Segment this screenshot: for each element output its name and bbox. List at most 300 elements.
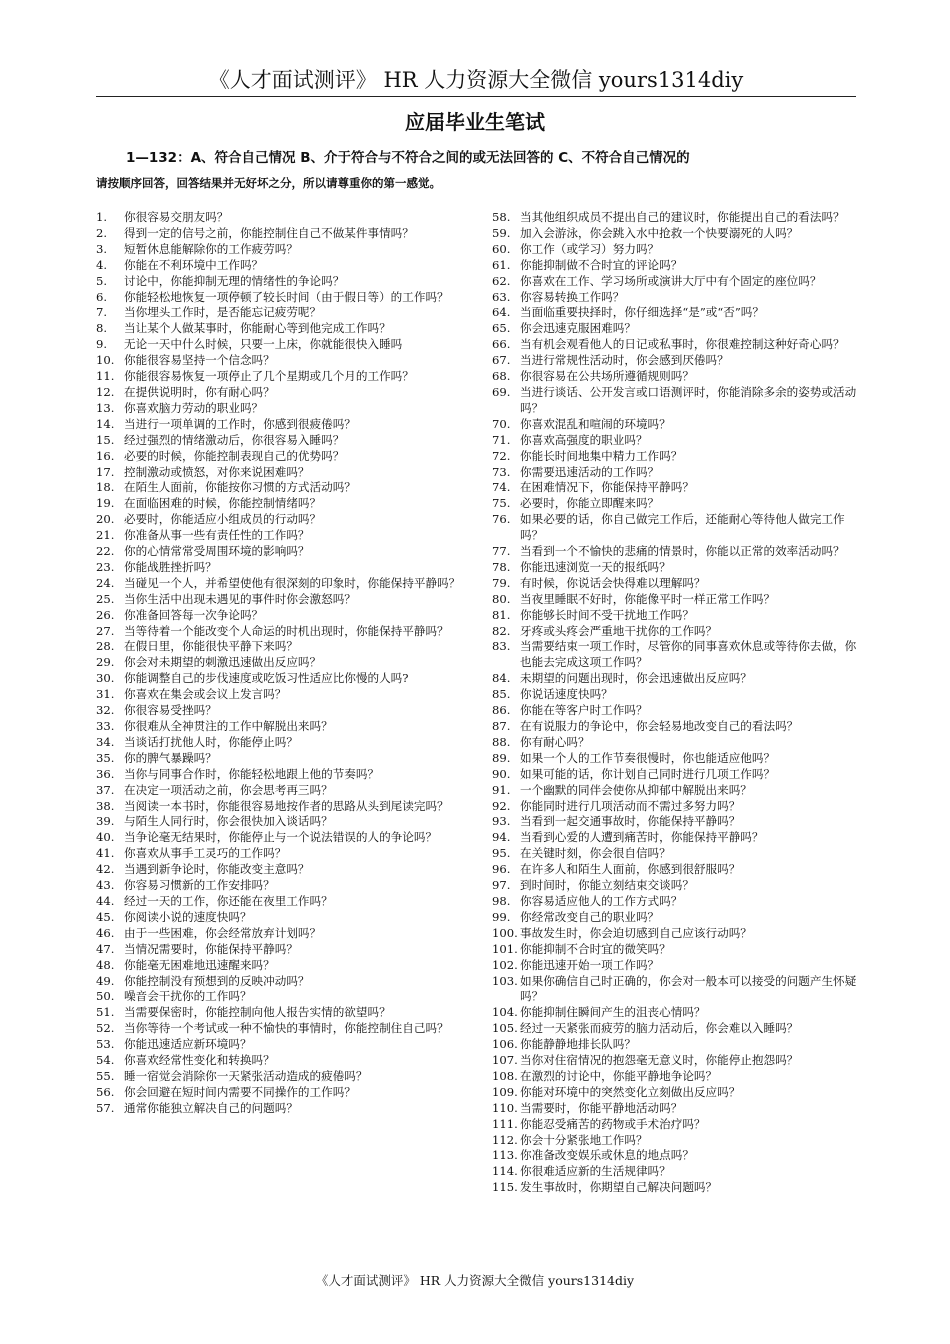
- question-item: [492, 783, 862, 799]
- question-number: 82.: [492, 623, 511, 638]
- question-text: 你喜欢从事手工灵巧的工作吗？: [124, 846, 287, 861]
- question-text: 未期望的问题出现时，你会迅速做出反应吗？: [520, 671, 752, 686]
- question-item: [492, 226, 862, 242]
- question-item: [96, 337, 462, 353]
- question-number: 59.: [492, 225, 511, 240]
- question-text: 发生事故时，你期望自己解决问题吗？: [520, 1180, 718, 1195]
- question-number: 20.: [96, 512, 115, 527]
- question-number: 83.: [492, 639, 511, 654]
- question-item: [492, 926, 862, 942]
- question-number: 46.: [96, 925, 115, 940]
- question-item: [96, 783, 462, 799]
- question-item: [492, 703, 862, 719]
- question-number: 62.: [492, 273, 511, 288]
- question-text: 你能毫无困难地迅速醒来吗？: [124, 957, 275, 972]
- question-item: [96, 560, 462, 576]
- question-number: 47.: [96, 941, 115, 956]
- question-number: 40.: [96, 830, 115, 845]
- question-number: 8.: [96, 321, 108, 336]
- question-text: 当进行一项单调的工作时，你感到很疲倦吗？: [124, 416, 356, 431]
- question-item: [96, 544, 462, 560]
- question-text: 如果一个人的工作节奏很慢时，你也能适应他吗？: [520, 750, 776, 765]
- question-item: [492, 369, 862, 385]
- question-item: [96, 592, 462, 608]
- page-footer: 《人才面试测评》 HR 人力资源大全微信 yours1314diy: [315, 1273, 635, 1288]
- question-item: [492, 353, 862, 369]
- question-text: 当情况需要时，你能保持平静吗？: [124, 941, 298, 956]
- question-text: 你能战胜挫折吗？: [124, 559, 217, 574]
- question-item: [492, 1117, 862, 1133]
- question-text: 到时间时，你能立刻结束交谈吗？: [520, 878, 694, 893]
- question-number: 50.: [96, 989, 115, 1004]
- question-number: 102.: [492, 957, 518, 972]
- question-number: 107.: [492, 1053, 518, 1068]
- question-text: 当看到一起交通事故时，你能保持平静吗？: [520, 814, 741, 829]
- question-text: 你能对环境中的突然变化立刻做出反应吗？: [520, 1084, 741, 1099]
- question-number: 68.: [492, 369, 511, 384]
- question-text: 你经常改变自己的职业吗？: [520, 909, 660, 924]
- question-number: 16.: [96, 448, 115, 463]
- question-text: 你准备回答每一次争论吗？: [124, 607, 264, 622]
- question-number: 6.: [96, 289, 108, 304]
- question-text: 你很容易在公共场所遵循规则吗？: [520, 369, 694, 384]
- question-item: [96, 290, 462, 306]
- question-text: 当谈话打扰他人时，你能停止吗？: [124, 734, 298, 749]
- question-text: 在假日里，你能很快平静下来吗？: [124, 639, 298, 654]
- question-item: [96, 862, 462, 878]
- question-text: 你能控制没有预想到的反映冲动吗？: [124, 973, 310, 988]
- question-number: 52.: [96, 1021, 115, 1036]
- question-item: [96, 1037, 462, 1053]
- question-item: [492, 671, 862, 687]
- question-item: [96, 210, 462, 226]
- question-text: 你会回避在短时间内需要不同操作的工作吗？: [124, 1084, 356, 1099]
- question-item: [96, 767, 462, 783]
- question-number: 106.: [492, 1037, 518, 1052]
- answer-guidance-instruction: 请按顺序回答，回答结果并无好坏之分，所以请尊重你的第一感觉。: [96, 176, 441, 190]
- question-number: 4.: [96, 257, 108, 272]
- question-item: [492, 751, 862, 767]
- question-text: 你能抑制住瞬间产生的沮丧心情吗？: [520, 1005, 706, 1020]
- question-item: [96, 353, 462, 369]
- question-item: [96, 1005, 462, 1021]
- question-number: 109.: [492, 1084, 518, 1099]
- question-number: 45.: [96, 909, 115, 924]
- question-number: 97.: [492, 878, 511, 893]
- question-text: 通常你能独立解决自己的问题吗？: [124, 1100, 298, 1115]
- question-number: 75.: [492, 496, 511, 511]
- question-item: [96, 878, 462, 894]
- question-item: [96, 369, 462, 385]
- question-text: 当看到心爱的人遭到痛苦时，你能保持平静吗？: [520, 830, 764, 845]
- question-item: [96, 576, 462, 592]
- question-text: 你需要迅速活动的工作吗？: [520, 464, 660, 479]
- question-number: 63.: [492, 289, 511, 304]
- question-item: [96, 846, 462, 862]
- question-text: 牙疼或头疼会严重地干扰你的工作吗？: [520, 623, 718, 638]
- question-number: 72.: [492, 448, 511, 463]
- question-number: 56.: [96, 1084, 115, 1099]
- question-number: 5.: [96, 273, 108, 288]
- question-text: 有时候，你说话会快得难以理解吗？: [520, 575, 706, 590]
- question-item: [492, 512, 862, 544]
- question-item: [96, 624, 462, 640]
- question-item: [492, 862, 862, 878]
- question-item: [492, 830, 862, 846]
- question-number: 112.: [492, 1132, 518, 1147]
- question-text: 必要时，你能立即醒来吗？: [520, 496, 660, 511]
- question-item: [492, 433, 862, 449]
- question-item: [96, 735, 462, 751]
- question-text: 当有机会观看他人的日记或私事时，你很难控制这种好奇心吗？: [520, 337, 845, 352]
- question-number: 9.: [96, 337, 108, 352]
- question-item: [96, 671, 462, 687]
- question-text: 你能很容易恢复一项停止了几个星期或几个月的工作吗？: [124, 369, 414, 384]
- question-number: 36.: [96, 766, 115, 781]
- question-text: 在陌生人面前，你能按你习惯的方式活动吗？: [124, 480, 356, 495]
- question-item: [96, 958, 462, 974]
- question-number: 69.: [492, 384, 511, 399]
- question-number: 86.: [492, 703, 511, 718]
- question-text: 你能很容易坚持一个信念吗？: [124, 353, 275, 368]
- question-number: 113.: [492, 1148, 518, 1163]
- question-text: 你能忍受痛苦的药物或手术治疗吗？: [520, 1116, 706, 1131]
- question-item: [492, 974, 862, 1006]
- question-number: 88.: [492, 734, 511, 749]
- question-text: 当你生活中出现未遇见的事件时你会激怒吗？: [124, 591, 356, 606]
- question-text: 无论一天中什么时候，只要一上床，你就能很快入睡吗: [124, 337, 403, 352]
- question-text: 当等待着一个能改变个人命运的时机出现时，你能保持平静吗？: [124, 623, 449, 638]
- question-item: [492, 608, 862, 624]
- question-number: 41.: [96, 846, 115, 861]
- question-number: 111.: [492, 1116, 518, 1131]
- question-item: [492, 942, 862, 958]
- question-item: [492, 1069, 862, 1085]
- question-text: 你能调整自己的步伐速度或吃饭习性适应比你慢的人吗?: [124, 671, 409, 686]
- question-item: [492, 894, 862, 910]
- question-item: [96, 1069, 462, 1085]
- question-item: [96, 401, 462, 417]
- question-number: 34.: [96, 734, 115, 749]
- question-item: [96, 989, 462, 1005]
- question-item: [96, 385, 462, 401]
- question-number: 80.: [492, 591, 511, 606]
- question-item: [492, 544, 862, 560]
- question-text: 由于一些困难，你会经常放弃计划吗？: [124, 925, 322, 940]
- question-item: [492, 258, 862, 274]
- question-text: 当进行常规性活动时，你会感到厌倦吗？: [520, 353, 729, 368]
- question-text: 与陌生人同行时，你会很快加入谈话吗？: [124, 814, 333, 829]
- question-number: 81.: [492, 607, 511, 622]
- question-number: 79.: [492, 575, 511, 590]
- question-text: 你能迅速适应新环境吗？: [124, 1037, 252, 1052]
- question-item: [492, 496, 862, 512]
- question-number: 37.: [96, 782, 115, 797]
- question-text: 在决定一项活动之前，你会思考再三吗？: [124, 782, 333, 797]
- question-item: [492, 767, 862, 783]
- question-number: 114.: [492, 1164, 518, 1179]
- question-number: 76.: [492, 512, 511, 527]
- question-text: 一个幽默的同伴会使你从抑郁中解脱出来吗？: [520, 782, 752, 797]
- question-item: [96, 655, 462, 671]
- question-item: [492, 576, 862, 592]
- question-text: 当遇到新争论时，你能改变主意吗？: [124, 862, 310, 877]
- question-item: [492, 846, 862, 862]
- question-text: 你很容易受挫吗？: [124, 703, 217, 718]
- question-text: 当阅读一本书时，你能很容易地按作者的思路从头到尾读完吗？: [124, 798, 449, 813]
- question-number: 73.: [492, 464, 511, 479]
- question-item: [96, 417, 462, 433]
- question-text: 睡一宿觉会消除你一天紧张活动造成的疲倦吗？: [124, 1068, 368, 1083]
- question-item: [96, 512, 462, 528]
- question-number: 85.: [492, 687, 511, 702]
- question-number: 10.: [96, 353, 115, 368]
- question-number: 65.: [492, 321, 511, 336]
- question-item: [96, 894, 462, 910]
- question-item: [492, 385, 862, 417]
- question-number: 94.: [492, 830, 511, 845]
- question-number: 92.: [492, 798, 511, 813]
- question-text: 你能在等客户时工作吗？: [520, 703, 648, 718]
- question-text: 你会对未期望的刺激迅速做出反应吗？: [124, 655, 322, 670]
- question-text: 经过强烈的情绪激动后，你很容易入睡吗？: [124, 432, 345, 447]
- question-item: [492, 305, 862, 321]
- question-text: 在提供说明时，你有耐心吗？: [124, 384, 275, 399]
- question-number: 110.: [492, 1100, 518, 1115]
- question-text: 你有耐心吗？: [520, 734, 590, 749]
- question-number: 55.: [96, 1068, 115, 1083]
- question-number: 22.: [96, 544, 115, 559]
- question-number: 93.: [492, 814, 511, 829]
- question-text: 加入会游泳，你会跳入水中抢救一个快要溺死的人吗？: [520, 225, 799, 240]
- question-item: [96, 751, 462, 767]
- question-text: 你会迅速克服困难吗？: [520, 321, 636, 336]
- question-number: 99.: [492, 909, 511, 924]
- question-item: [96, 1101, 462, 1117]
- question-item: [96, 687, 462, 703]
- question-item: [96, 942, 462, 958]
- question-item: [96, 719, 462, 735]
- question-text: 你准备改变娱乐或休息的地点吗？: [520, 1148, 694, 1163]
- question-item: [492, 449, 862, 465]
- question-text: 如果必要的话，你自己做完工作后，还能耐心等待他人做完工作吗？: [520, 512, 845, 543]
- question-item: [96, 926, 462, 942]
- question-item: [492, 210, 862, 226]
- question-number: 44.: [96, 893, 115, 908]
- question-text: 噪音会干扰你的工作吗？: [124, 989, 252, 1004]
- question-text: 当需要保密时，你能控制向他人报告实情的欲望吗？: [124, 1005, 391, 1020]
- question-text: 你容易转换工作吗？: [520, 289, 625, 304]
- question-item: [96, 814, 462, 830]
- question-text: 当夜里睡眠不好时，你能像平时一样正常工作吗？: [520, 591, 776, 606]
- question-item: [492, 639, 862, 671]
- question-number: 90.: [492, 766, 511, 781]
- question-number: 31.: [96, 687, 115, 702]
- question-item: [492, 417, 862, 433]
- question-number: 18.: [96, 480, 115, 495]
- question-item: [96, 433, 462, 449]
- question-number: 49.: [96, 973, 115, 988]
- question-number: 11.: [96, 369, 115, 384]
- question-text: 你能静静地排长队吗？: [520, 1037, 636, 1052]
- question-text: 你能够长时间不受干扰地工作吗？: [520, 607, 694, 622]
- question-item: [96, 639, 462, 655]
- question-number: 70.: [492, 416, 511, 431]
- question-number: 87.: [492, 719, 511, 733]
- question-item: [96, 910, 462, 926]
- question-number: 42.: [96, 862, 115, 877]
- question-number: 2.: [96, 225, 108, 240]
- question-item: [492, 1053, 862, 1069]
- question-text: 在面临困难的时候，你能控制情绪吗？: [124, 496, 322, 511]
- question-item: [492, 321, 862, 337]
- question-text: 你的脾气暴躁吗？: [124, 750, 217, 765]
- question-text: 经过一天紧张而疲劳的脑力活动后，你会难以入睡吗？: [520, 1021, 799, 1036]
- question-number: 24.: [96, 575, 115, 590]
- question-number: 104.: [492, 1005, 518, 1020]
- question-text: 你能轻松地恢复一项停顿了较长时间（由于假日等）的工作吗？: [124, 289, 449, 304]
- question-text: 当需要时，你能平静地活动吗？: [520, 1100, 683, 1115]
- question-number: 32.: [96, 703, 115, 718]
- question-number: 12.: [96, 384, 115, 399]
- question-item: [492, 1021, 862, 1037]
- question-number: 14.: [96, 416, 115, 431]
- question-item: [96, 496, 462, 512]
- question-number: 58.: [492, 210, 511, 224]
- question-number: 25.: [96, 591, 115, 606]
- document-title: 应届毕业生笔试: [405, 110, 545, 134]
- question-number: 43.: [96, 878, 115, 893]
- question-item: [492, 687, 862, 703]
- question-number: 1.: [96, 210, 108, 224]
- question-text: 你准备从事一些有责任性的工作吗？: [124, 528, 310, 543]
- question-number: 103.: [492, 973, 518, 988]
- question-text: 你很难适应新的生活规律吗？: [520, 1164, 671, 1179]
- question-item: [96, 608, 462, 624]
- question-number: 78.: [492, 559, 511, 574]
- question-number: 13.: [96, 400, 115, 415]
- question-item: [96, 703, 462, 719]
- question-item: [492, 624, 862, 640]
- question-text: 你容易适应他人的工作方式吗？: [520, 893, 683, 908]
- question-item: [96, 1085, 462, 1101]
- question-number: 23.: [96, 559, 115, 574]
- question-text: 当进行谈话、公开发言或口语测评时，你能消除多余的姿势或活动吗？: [520, 384, 857, 415]
- question-text: 当面临重要抉择时，你仔细选择“是”或“否”吗？: [520, 305, 764, 320]
- question-number: 105.: [492, 1021, 518, 1036]
- question-text: 经过一天的工作，你还能在夜里工作吗？: [124, 893, 333, 908]
- question-number: 21.: [96, 528, 115, 543]
- question-item: [492, 1148, 862, 1164]
- question-item: [96, 1021, 462, 1037]
- question-text: 如果你确信自己时正确的，你会对一般本可以接受的问题产生怀疑吗？: [520, 973, 857, 1004]
- question-item: [492, 799, 862, 815]
- question-text: 你能同时进行几项活动而不需过多努力吗？: [520, 798, 741, 813]
- question-item: [492, 337, 862, 353]
- question-item: [492, 1005, 862, 1021]
- question-text: 你很难从全神贯注的工作中解脱出来吗？: [124, 719, 333, 733]
- question-number: 77.: [492, 544, 511, 559]
- question-text: 你容易习惯新的工作安排吗？: [124, 878, 275, 893]
- question-text: 你喜欢在工作、学习场所或演讲大厅中有个固定的座位吗？: [520, 273, 822, 288]
- question-item: [492, 1037, 862, 1053]
- question-number: 61.: [492, 257, 511, 272]
- question-text: 你喜欢脑力劳动的职业吗？: [124, 400, 264, 415]
- question-number: 84.: [492, 671, 511, 686]
- question-text: 你喜欢混乱和喧闹的环境吗？: [520, 416, 671, 431]
- question-text: 你能迅速浏览一天的报纸吗？: [520, 559, 671, 574]
- question-number: 38.: [96, 798, 115, 813]
- question-item: [96, 974, 462, 990]
- question-number: 33.: [96, 719, 115, 733]
- question-text: 必要的时候，你能控制表现自己的优势吗？: [124, 448, 345, 463]
- question-text: 得到一定的信号之前，你能控制住自己不做某件事情吗？: [124, 225, 414, 240]
- question-number: 115.: [492, 1180, 518, 1195]
- question-text: 你能迅速开始一项工作吗？: [520, 957, 660, 972]
- question-number: 35.: [96, 750, 115, 765]
- question-text: 在有说服力的争论中，你会轻易地改变自己的看法吗？: [520, 719, 799, 733]
- question-item: [96, 830, 462, 846]
- question-text: 在许多人和陌生人面前，你感到很舒服吗？: [520, 862, 741, 877]
- question-text: 你能长时间地集中精力工作吗？: [520, 448, 683, 463]
- question-number: 57.: [96, 1100, 115, 1115]
- question-list-right: [492, 210, 862, 1196]
- question-number: 54.: [96, 1053, 115, 1068]
- question-item: [492, 1133, 862, 1149]
- question-number: 39.: [96, 814, 115, 829]
- question-number: 26.: [96, 607, 115, 622]
- question-number: 15.: [96, 432, 115, 447]
- question-number: 29.: [96, 655, 115, 670]
- question-text: 当需要结束一项工作时，尽管你的同事喜欢休息或等待你去做，你也能去完成这项工作吗？: [520, 639, 857, 670]
- question-number: 71.: [492, 432, 511, 447]
- question-item: [492, 1101, 862, 1117]
- question-text: 你能抑制不合时宜的微笑吗？: [520, 941, 671, 956]
- question-text: 你喜欢在集会或会议上发言吗？: [124, 687, 287, 702]
- question-item: [492, 910, 862, 926]
- question-text: 当其他组织成员不提出自己的建议时，你能提出自己的看法吗？: [520, 210, 845, 224]
- question-item: [96, 305, 462, 321]
- question-text: 控制激动或愤怒，对你来说困难吗？: [124, 464, 310, 479]
- question-number: 100.: [492, 925, 518, 940]
- question-number: 7.: [96, 305, 108, 320]
- question-item: [96, 242, 462, 258]
- question-item: [492, 735, 862, 751]
- question-number: 91.: [492, 782, 511, 797]
- question-item: [492, 274, 862, 290]
- question-number: 53.: [96, 1037, 115, 1052]
- question-number: 30.: [96, 671, 115, 686]
- question-text: 你能抑制做不合时宜的评论吗？: [520, 257, 683, 272]
- question-number: 108.: [492, 1068, 518, 1083]
- answer-options-instruction: 1—132：A、符合自己情况 B、介于符合与不符合之间的或无法回答的 C、不符合自己情况的: [126, 150, 690, 166]
- question-number: 48.: [96, 957, 115, 972]
- question-number: 19.: [96, 496, 115, 511]
- question-item: [96, 1053, 462, 1069]
- question-item: [96, 465, 462, 481]
- question-item: [492, 242, 862, 258]
- question-text: 你很容易交朋友吗？: [124, 210, 229, 224]
- question-text: 当争论毫无结果时，你能停止与一个说法错误的人的争论吗？: [124, 830, 438, 845]
- question-text: 你会十分紧张地工作吗？: [520, 1132, 648, 1147]
- question-text: 在关键时刻，你会很自信吗？: [520, 846, 671, 861]
- question-number: 60.: [492, 241, 511, 256]
- question-item: [492, 1164, 862, 1180]
- question-text: 你阅读小说的速度快吗？: [124, 909, 252, 924]
- question-number: 95.: [492, 846, 511, 861]
- question-text: 如果可能的话，你计划自己同时进行几项工作吗？: [520, 766, 776, 781]
- question-number: 17.: [96, 464, 115, 479]
